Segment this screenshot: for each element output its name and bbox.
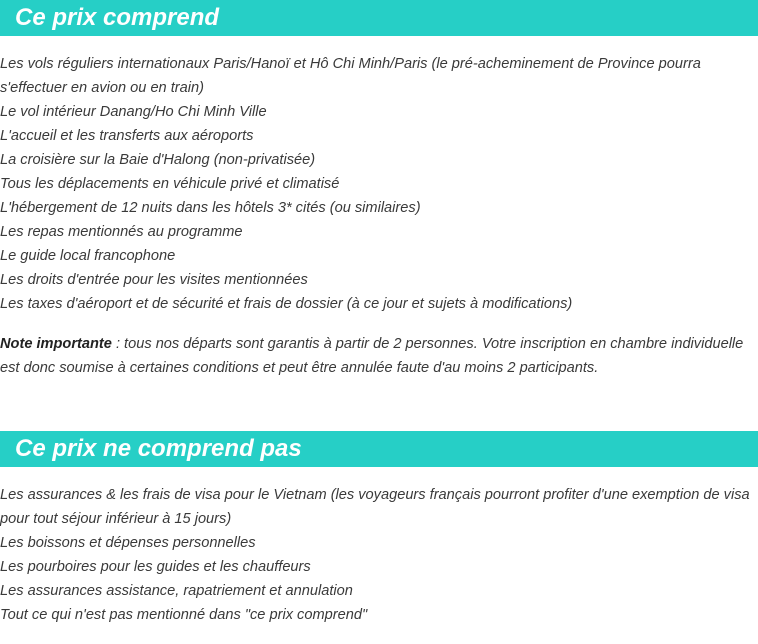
important-note bbox=[0, 332, 752, 380]
note-text: : tous nos départs sont garantis à partir de 2 personnes. Votre inscription en chambre individuelle est donc soumise à certaines conditions et peut être annulée faute d'au moins 2 participants. bbox=[0, 336, 744, 376]
included-list bbox=[0, 52, 752, 316]
excluded-section-title: Ce prix ne comprend pas bbox=[0, 431, 758, 467]
list-item: Les taxes d'aéroport et de sécurité et frais de dossier (à ce jour et sujets à modifications) bbox=[0, 296, 573, 312]
included-section-title: Ce prix comprend bbox=[0, 0, 758, 36]
excluded-list bbox=[0, 483, 758, 627]
list-item: Les repas mentionnés au programme bbox=[0, 224, 243, 240]
list-item: Les vols réguliers internationaux Paris/Hanoï et Hô Chi Minh/Paris (le pré-acheminement de Province pourra s'effectuer en avion ou en train) bbox=[0, 56, 701, 96]
list-item: Les droits d'entrée pour les visites mentionnées bbox=[0, 272, 308, 288]
list-item: L'accueil et les transferts aux aéroports bbox=[0, 128, 254, 144]
list-item: Le vol intérieur Danang/Ho Chi Minh Ville bbox=[0, 104, 267, 120]
list-item: Les assurances & les frais de visa pour le Vietnam (les voyageurs français pourront profiter d'une exemption de visa pour tout séjour inférieur à 15 jours) bbox=[0, 487, 750, 527]
list-item: La croisière sur la Baie d'Halong (non-privatisée) bbox=[0, 152, 316, 168]
list-item: Les boissons et dépenses personnelles bbox=[0, 535, 256, 551]
list-item: L'hébergement de 12 nuits dans les hôtels 3* cités (ou similaires) bbox=[0, 200, 421, 216]
list-item: Tous les déplacements en véhicule privé et climatisé bbox=[0, 176, 340, 192]
list-item: Tout ce qui n'est pas mentionné dans "ce prix comprend" bbox=[0, 607, 368, 623]
note-label: Note importante bbox=[0, 336, 112, 352]
list-item: Les pourboires pour les guides et les chauffeurs bbox=[0, 559, 311, 575]
list-item: Le guide local francophone bbox=[0, 248, 176, 264]
list-item: Les assurances assistance, rapatriement et annulation bbox=[0, 583, 353, 599]
